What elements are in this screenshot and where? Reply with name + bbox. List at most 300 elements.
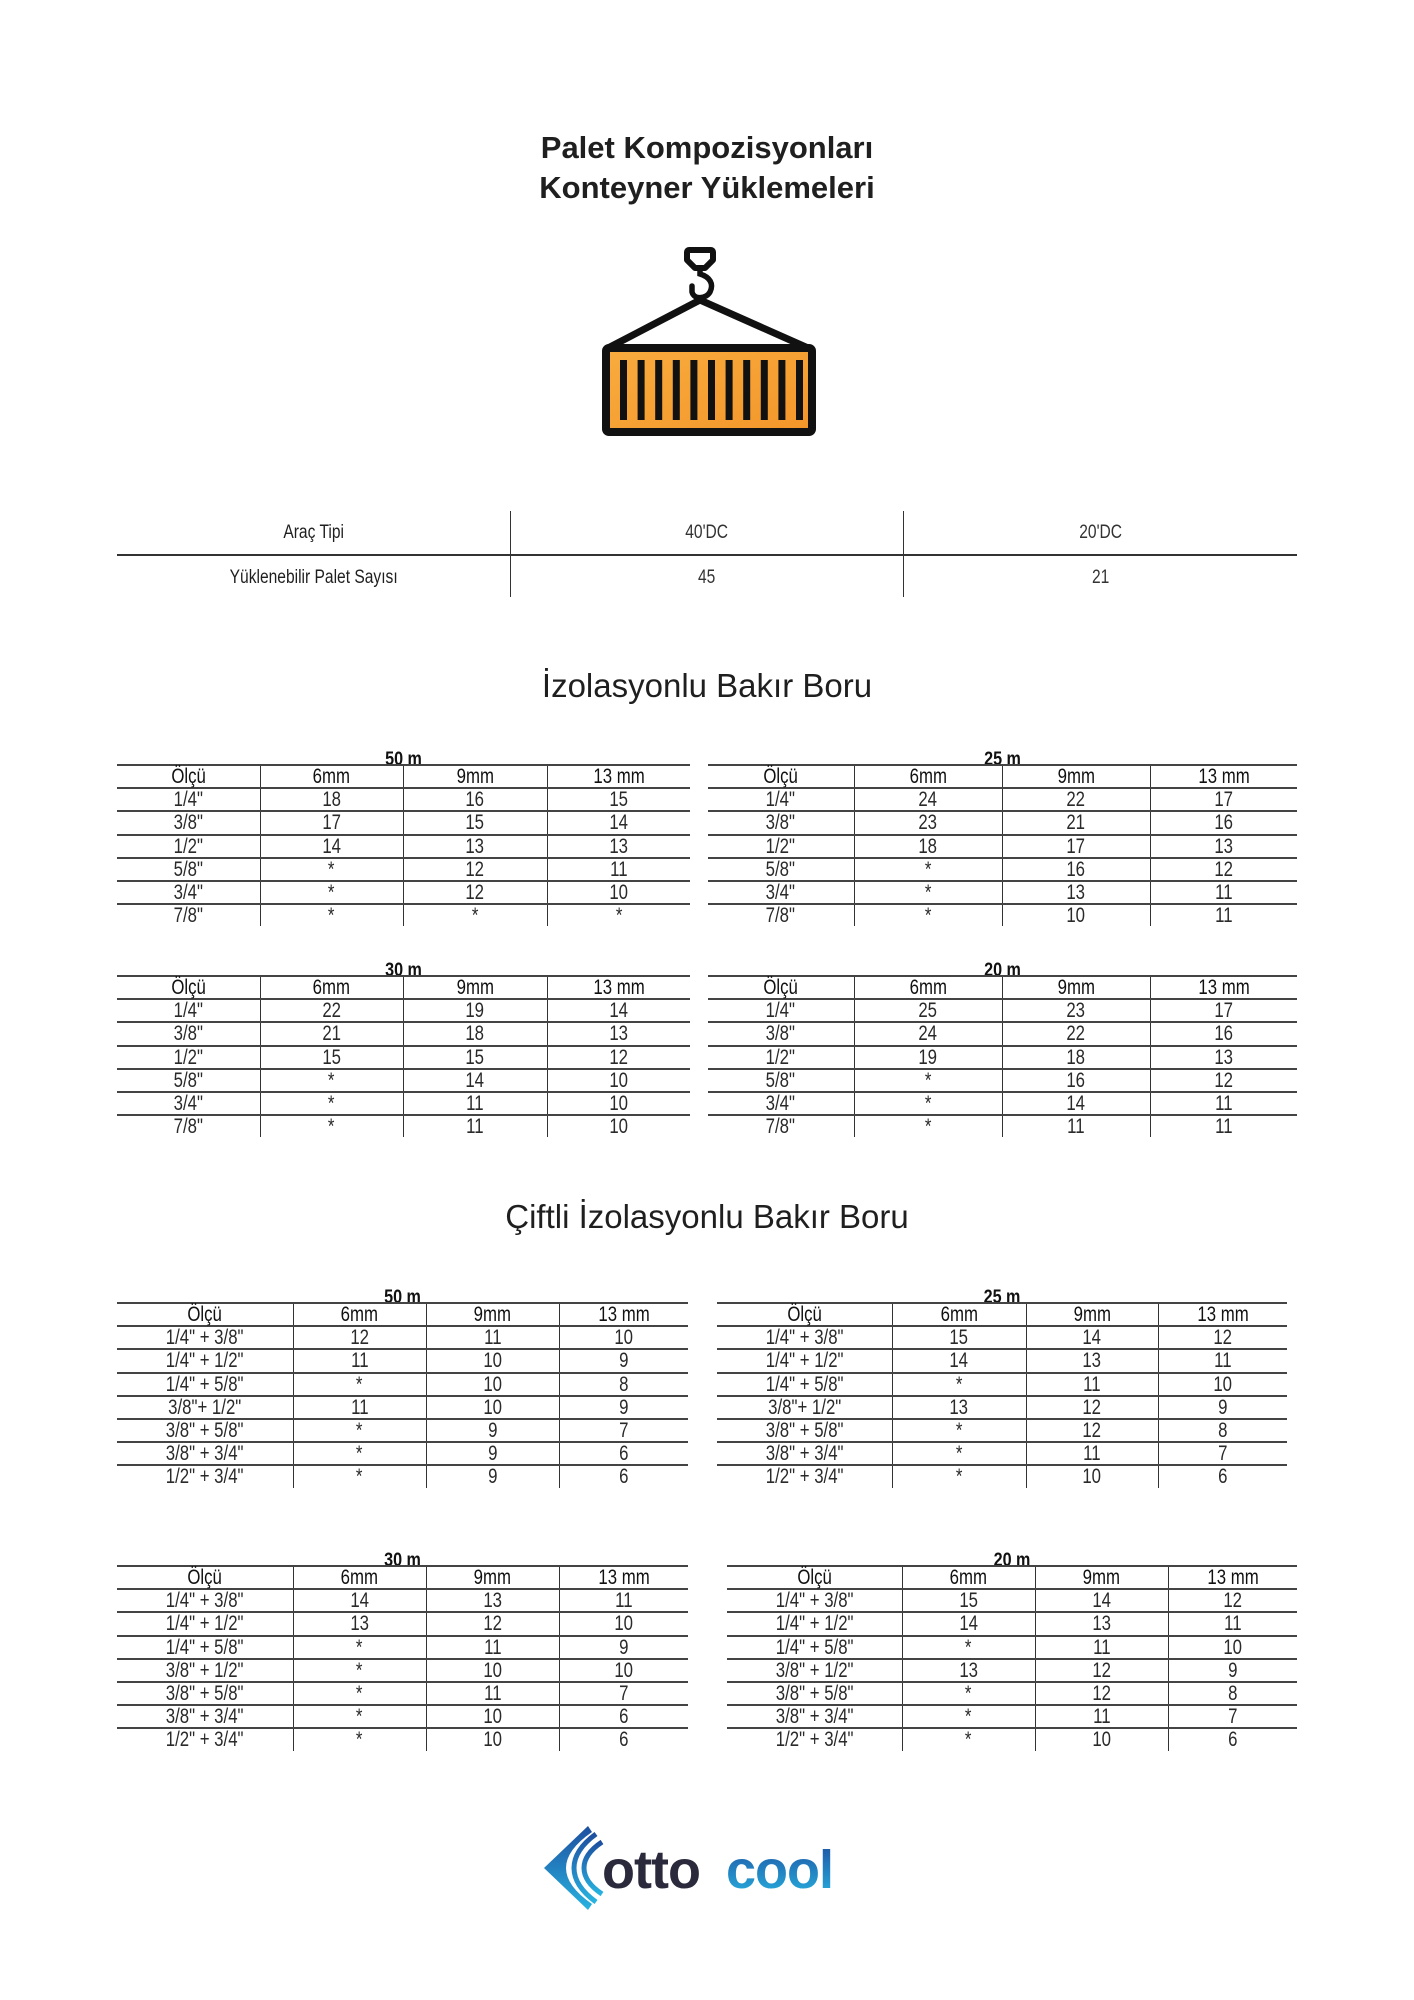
pallet-count-value: *: [328, 904, 335, 928]
pallet-count-value: 15: [959, 1589, 978, 1613]
pallet-count-value: 10: [614, 1658, 634, 1682]
value-cell: [1150, 811, 1297, 834]
column-header-label: 13 mm: [1198, 765, 1250, 789]
pallet-count-value: 11: [1214, 1349, 1232, 1373]
vehicle-table-row: [117, 511, 1297, 556]
table-caption: 25 m: [983, 1287, 1021, 1308]
size-label: 3/8": [173, 1022, 203, 1046]
table-row: [717, 1419, 1287, 1442]
table-row: [708, 1046, 1297, 1069]
pallet-count-value: 11: [483, 1326, 502, 1350]
column-header-label: 13 mm: [598, 1566, 650, 1590]
size-label: 1/4" + 1/2": [165, 1349, 244, 1373]
value-cell: [1150, 881, 1297, 904]
column-header-label: 6mm: [312, 976, 351, 1000]
pallet-count-value: 19: [918, 1045, 938, 1069]
column-header-label: Ölçü: [187, 1566, 223, 1590]
pallet-count-value: 11: [1215, 904, 1233, 928]
size-cell: [708, 788, 854, 811]
value-cell: [1026, 1419, 1158, 1442]
pallet-count-value: 13: [1214, 1045, 1234, 1069]
size-cell: [117, 881, 260, 904]
value-cell: [403, 788, 547, 811]
pallet-count-value: 18: [322, 788, 341, 812]
value-cell: [854, 1092, 1002, 1115]
pallet-count-value: 13: [483, 1589, 502, 1613]
size-label: 3/8" + 5/8": [165, 1419, 244, 1443]
shipping-container-crane-icon: [596, 244, 820, 436]
pallet-count-value: 15: [322, 1045, 341, 1069]
pallet-count-value: *: [924, 1068, 932, 1092]
table-row: [117, 1705, 688, 1728]
value-cell: [559, 1349, 688, 1372]
table-row: [708, 1022, 1297, 1045]
size-cell: [117, 1465, 293, 1487]
value-cell: [559, 1705, 688, 1728]
pallet-count-value: *: [328, 1092, 335, 1116]
table-row: [117, 881, 690, 904]
value-cell: [1026, 1396, 1158, 1419]
value-cell: [1002, 1069, 1150, 1092]
value-cell: [1168, 1705, 1297, 1728]
container-bar: [778, 360, 785, 420]
size-cell: [727, 1682, 902, 1705]
value-cell: [403, 1022, 547, 1045]
value-cell: [1150, 835, 1297, 858]
pallet-count-value: *: [356, 1442, 363, 1466]
value-cell: [1002, 1092, 1150, 1115]
value-cell: [403, 904, 547, 926]
pallet-count-value: 11: [1092, 1635, 1111, 1659]
pallet-count-value: 12: [1082, 1395, 1102, 1419]
value-cell: [293, 1705, 426, 1728]
column-header: [117, 1566, 293, 1589]
value-cell: [293, 1465, 426, 1487]
container-bar: [761, 360, 768, 420]
value-cell: [547, 904, 690, 926]
value-cell: [1002, 811, 1150, 834]
pallet-count-value: *: [356, 1465, 363, 1489]
pallet-count-value: 11: [1215, 881, 1233, 905]
value-cell: [426, 1728, 559, 1750]
size-cell: [708, 1092, 854, 1115]
pallet-count-value: 11: [350, 1395, 369, 1419]
pallet-count-value: 9: [1228, 1658, 1238, 1682]
pallet-count-value: 18: [918, 834, 938, 858]
pallet-count-value: 9: [619, 1395, 629, 1419]
size-label: 1/4" + 5/8": [775, 1635, 854, 1659]
table-row: [117, 858, 690, 881]
column-header-label: 9mm: [473, 1566, 512, 1590]
column-header-label: Ölçü: [170, 976, 206, 1000]
size-label: 5/8": [173, 857, 203, 881]
size-label: 5/8": [766, 1068, 796, 1092]
pallet-count-value: *: [955, 1372, 963, 1396]
size-cell: [117, 1705, 293, 1728]
size-label: 7/8": [173, 1115, 203, 1139]
vehicle-type-20dc: 20'DC: [1078, 521, 1122, 543]
title-line-1: Palet Kompozisyonları: [540, 130, 874, 165]
table-row: [717, 1465, 1287, 1487]
pallet-count-value: 11: [466, 1115, 484, 1139]
pallet-count-value: 11: [1224, 1612, 1242, 1636]
column-header-label: 9mm: [1057, 765, 1095, 789]
value-cell: [426, 1419, 559, 1442]
size-label: 1/2" + 3/4": [765, 1465, 844, 1489]
table-row: [717, 1442, 1287, 1465]
container-bar: [726, 360, 733, 420]
container-bar: [796, 360, 803, 420]
size-label: 3/8" + 3/4": [765, 1442, 844, 1466]
pallet-count-value: 13: [959, 1658, 978, 1682]
pallet-count-value: 12: [609, 1045, 629, 1069]
value-cell: [892, 1419, 1026, 1442]
table-caption: 25 m: [984, 749, 1021, 770]
size-cell: [708, 835, 854, 858]
column-header-label: 6mm: [949, 1566, 988, 1590]
pallet-count-value: 9: [619, 1635, 629, 1659]
size-label: 1/4" + 1/2": [765, 1349, 844, 1373]
size-cell: [117, 1022, 260, 1045]
pallet-count-value: 11: [615, 1589, 633, 1613]
pallet-count-value: 10: [483, 1349, 502, 1373]
value-cell: [403, 999, 547, 1022]
pallet-count-value: 11: [1083, 1372, 1101, 1396]
pallet-count-value: 10: [1082, 1465, 1102, 1489]
size-label: 3/8"+ 1/2": [168, 1395, 242, 1419]
size-cell: [117, 1728, 293, 1750]
value-cell: [1150, 1092, 1297, 1115]
value-cell: [547, 1022, 690, 1045]
size-label: 7/8": [173, 904, 203, 928]
pallet-count-value: 23: [1066, 999, 1086, 1023]
column-header: [727, 1566, 902, 1589]
column-header: [902, 1566, 1035, 1589]
table-row: [117, 1465, 688, 1487]
value-cell: [854, 881, 1002, 904]
value-cell: [547, 835, 690, 858]
value-cell: [293, 1589, 426, 1612]
size-label: 7/8": [766, 904, 796, 928]
pallet-count-value: 10: [483, 1728, 502, 1752]
pallet-count-value: *: [356, 1635, 363, 1659]
size-label: 3/8" + 3/4": [165, 1442, 244, 1466]
pallet-count-value: 17: [1214, 788, 1234, 812]
size-cell: [717, 1326, 892, 1349]
value-cell: [902, 1682, 1035, 1705]
table-row: [717, 1326, 1287, 1349]
pallet-count-value: 12: [1082, 1419, 1102, 1443]
table-row: [708, 881, 1297, 904]
vehicle-type-40dc: 40'DC: [685, 521, 729, 543]
value-cell: [426, 1705, 559, 1728]
value-cell: [1026, 1349, 1158, 1372]
table-header-row: [717, 1303, 1287, 1326]
pallet-count-value: 9: [619, 1349, 629, 1373]
pallet-count-value: 17: [1214, 999, 1234, 1023]
table-row: [708, 835, 1297, 858]
size-label: 1/4" + 3/8": [165, 1589, 244, 1613]
container-bar: [743, 360, 750, 420]
value-cell: [1158, 1373, 1287, 1396]
pallet-count-value: 21: [1066, 811, 1086, 835]
column-header-label: 6mm: [340, 1566, 379, 1590]
size-cell: [117, 1115, 260, 1137]
value-cell: [902, 1728, 1035, 1750]
table-header-row: [708, 765, 1297, 788]
pallet-count-value: 8: [1218, 1419, 1228, 1443]
table-header-row: [117, 1303, 688, 1326]
value-cell: [547, 1046, 690, 1069]
size-cell: [727, 1589, 902, 1612]
pallet-count-value: 8: [619, 1372, 629, 1396]
size-cell: [717, 1396, 892, 1419]
value-cell: [559, 1589, 688, 1612]
size-label: 1/4" + 5/8": [165, 1372, 244, 1396]
column-header-label: Ölçü: [763, 976, 799, 1000]
value-cell: [1168, 1636, 1297, 1659]
column-header: [260, 976, 403, 999]
table-row: [727, 1682, 1297, 1705]
pallet-count-value: 12: [1092, 1658, 1111, 1682]
size-cell: [117, 1636, 293, 1659]
size-cell: [727, 1612, 902, 1635]
size-label: 1/2": [173, 1045, 203, 1069]
pallet-count-value: *: [955, 1465, 963, 1489]
pallet-count-value: 15: [949, 1326, 969, 1350]
value-cell: [260, 999, 403, 1022]
table-header-row: [708, 976, 1297, 999]
table-caption: 50 m: [384, 1287, 421, 1308]
column-header-label: 6mm: [940, 1303, 978, 1327]
container-bar: [673, 360, 680, 420]
pallet-count-value: 12: [1214, 1068, 1234, 1092]
size-cell: [708, 881, 854, 904]
pallet-count-value: 13: [949, 1395, 969, 1419]
size-cell: [117, 999, 260, 1022]
size-label: 1/2" + 3/4": [165, 1465, 244, 1489]
size-label: 1/4" + 5/8": [765, 1372, 844, 1396]
pallet-count-value: 10: [1213, 1372, 1233, 1396]
value-cell: [892, 1326, 1026, 1349]
column-divider: [510, 511, 511, 597]
size-cell: [717, 1373, 892, 1396]
pallet-count-value: *: [924, 881, 932, 905]
pallet-count-value: 12: [1213, 1326, 1233, 1350]
value-cell: [1168, 1612, 1297, 1635]
value-cell: [547, 788, 690, 811]
value-cell: [260, 1092, 403, 1115]
column-header-label: 6mm: [909, 976, 947, 1000]
size-cell: [117, 1046, 260, 1069]
pallet-count-value: 12: [1223, 1589, 1243, 1613]
value-cell: [1158, 1349, 1287, 1372]
value-cell: [854, 999, 1002, 1022]
value-cell: [1150, 1046, 1297, 1069]
pallet-count-value: 13: [1082, 1349, 1102, 1373]
value-cell: [854, 1115, 1002, 1137]
size-cell: [117, 1659, 293, 1682]
table-header-row: [727, 1566, 1297, 1589]
vehicle-table: [117, 511, 1297, 597]
size-label: 3/8": [766, 811, 796, 835]
value-cell: [1026, 1326, 1158, 1349]
pallet-count-value: 7: [1228, 1705, 1238, 1729]
size-label: 3/8" + 5/8": [165, 1682, 244, 1706]
size-label: 1/4" + 5/8": [165, 1635, 244, 1659]
column-header-label: 13 mm: [1197, 1303, 1249, 1327]
value-cell: [1150, 1069, 1297, 1092]
table-row: [727, 1705, 1297, 1728]
table-row: [117, 1022, 690, 1045]
value-cell: [293, 1728, 426, 1750]
pallet-count-value: *: [356, 1419, 363, 1443]
pallet-count-value: 14: [322, 834, 341, 858]
table-row: [717, 1373, 1287, 1396]
size-label: 1/4" + 1/2": [775, 1612, 854, 1636]
pallet-count-value: 10: [1092, 1728, 1111, 1752]
pallet-count-value: 11: [1092, 1705, 1111, 1729]
pallet-count-value: 11: [466, 1092, 484, 1116]
container-bar: [708, 360, 715, 420]
value-cell: [403, 811, 547, 834]
column-header-label: 13 mm: [1207, 1566, 1259, 1590]
value-cell: [559, 1728, 688, 1750]
pallet-count-value: 10: [609, 1068, 629, 1092]
container-bar: [638, 360, 645, 420]
size-cell: [117, 811, 260, 834]
pallet-count-value: 16: [1066, 1068, 1086, 1092]
pallet-count-value: 10: [483, 1372, 502, 1396]
size-cell: [708, 858, 854, 881]
pallet-count-value: *: [615, 904, 623, 928]
vehicle-type-label: Araç Tipi: [283, 521, 344, 543]
column-header: [559, 1566, 688, 1589]
value-cell: [1026, 1465, 1158, 1487]
pallet-count-value: *: [924, 904, 932, 928]
size-cell: [117, 788, 260, 811]
value-cell: [403, 1092, 547, 1115]
pallet-count-value: 12: [1092, 1682, 1111, 1706]
pallet-count-value: 14: [949, 1349, 969, 1373]
value-cell: [854, 835, 1002, 858]
section-heading-insulated: İzolasyonlu Bakır Boru: [541, 667, 873, 704]
value-cell: [559, 1659, 688, 1682]
pallet-count-value: *: [955, 1419, 963, 1443]
size-cell: [117, 1092, 260, 1115]
pallet-count-value: 15: [609, 788, 629, 812]
pallet-count-value: 17: [1066, 834, 1086, 858]
column-header: [117, 976, 260, 999]
pallet-count-value: *: [965, 1682, 972, 1706]
pallet-count-value: 18: [1066, 1045, 1086, 1069]
column-header-label: 13 mm: [593, 765, 645, 789]
container-bar: [655, 360, 662, 420]
value-cell: [1002, 788, 1150, 811]
table-row: [727, 1659, 1297, 1682]
value-cell: [1002, 1046, 1150, 1069]
table-row: [708, 811, 1297, 834]
table-row: [117, 1636, 688, 1659]
size-cell: [117, 1589, 293, 1612]
size-cell: [708, 1022, 854, 1045]
value-cell: [293, 1636, 426, 1659]
pallet-count-value: 22: [322, 999, 341, 1023]
size-cell: [717, 1442, 892, 1465]
table-row: [727, 1589, 1297, 1612]
value-cell: [260, 1115, 403, 1137]
table-row: [117, 1442, 688, 1465]
table-row: [117, 811, 690, 834]
value-cell: [1035, 1659, 1168, 1682]
value-cell: [426, 1659, 559, 1682]
pallet-count-value: 13: [350, 1612, 369, 1636]
value-cell: [1035, 1589, 1168, 1612]
size-label: 3/8" + 1/2": [775, 1658, 854, 1682]
value-cell: [403, 1115, 547, 1137]
table-row: [708, 1069, 1297, 1092]
pallet-count-value: 11: [1067, 1115, 1085, 1139]
pallet-count-value: 10: [1066, 904, 1086, 928]
column-header-label: 6mm: [312, 765, 351, 789]
value-cell: [260, 1022, 403, 1045]
pallet-count-value: 22: [1066, 1022, 1086, 1046]
pallet-count-value: 14: [465, 1068, 485, 1092]
pallet-count-value: 12: [1214, 857, 1234, 881]
value-cell: [260, 858, 403, 881]
column-header-label: 9mm: [1073, 1303, 1111, 1327]
size-cell: [708, 1115, 854, 1137]
column-header-label: Ölçü: [170, 765, 206, 789]
pallet-count-value: 21: [322, 1022, 341, 1046]
value-cell: [293, 1442, 426, 1465]
pallet-count-value: 24: [918, 788, 938, 812]
table-row: [117, 1046, 690, 1069]
pallet-count-value: *: [965, 1635, 972, 1659]
size-cell: [117, 835, 260, 858]
column-header-label: 13 mm: [593, 976, 645, 1000]
size-label: 3/8": [173, 811, 203, 835]
size-cell: [708, 999, 854, 1022]
size-label: 3/8" + 3/4": [775, 1705, 854, 1729]
table-row: [117, 1419, 688, 1442]
pallet-count-value: 11: [1083, 1442, 1101, 1466]
column-header: [547, 765, 690, 788]
value-cell: [902, 1612, 1035, 1635]
size-label: 3/8"+ 1/2": [767, 1395, 841, 1419]
pallet-count-value: 13: [1092, 1612, 1111, 1636]
logo-text-otto: otto: [602, 1840, 700, 1900]
pallet-count-value: 9: [487, 1419, 498, 1443]
value-cell: [547, 1092, 690, 1115]
size-label: 1/4" + 3/8": [165, 1326, 244, 1350]
column-header-label: 6mm: [340, 1303, 379, 1327]
column-header: [708, 976, 854, 999]
value-cell: [1168, 1728, 1297, 1750]
size-cell: [727, 1659, 902, 1682]
table-row: [717, 1396, 1287, 1419]
pallet-count-value: 18: [465, 1022, 485, 1046]
rope-right: [700, 300, 808, 348]
value-cell: [426, 1373, 559, 1396]
size-cell: [717, 1419, 892, 1442]
value-cell: [260, 904, 403, 926]
table-header-row: [117, 765, 690, 788]
table-row: [708, 999, 1297, 1022]
size-label: 1/4" + 3/8": [765, 1326, 844, 1350]
value-cell: [403, 1069, 547, 1092]
value-cell: [892, 1373, 1026, 1396]
